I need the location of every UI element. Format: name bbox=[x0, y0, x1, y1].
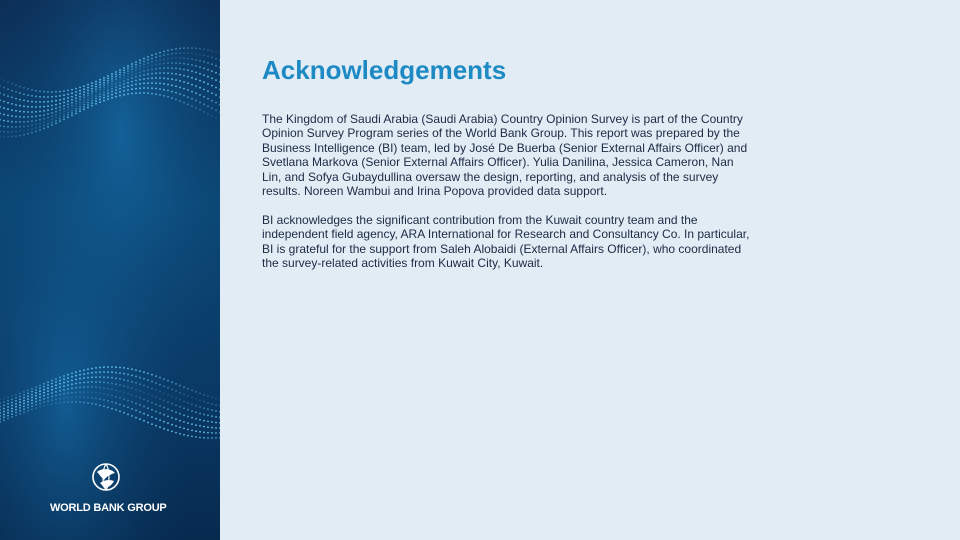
page-title: Acknowledgements bbox=[262, 55, 507, 85]
world-bank-group-logo bbox=[50, 462, 180, 522]
wave-pattern-graphic bbox=[0, 0, 220, 540]
left-decorative-panel bbox=[0, 0, 220, 540]
paragraph-2: BI acknowledges the significant contribution from the Kuwait country team and the independent field agency, ARA International for Research and Consultancy Co. In particular, BI is grateful for the support from Saleh Alobaidi (External Affairs Officer), who coordinated the survey-related activities from Kuwait City, Kuwait. bbox=[262, 212, 750, 271]
globe-icon bbox=[91, 462, 121, 492]
paragraph-1: The Kingdom of Saudi Arabia (Saudi Arabia) Country Opinion Survey is part of the Country Opinion Survey Program series of the World Bank Group. This report was prepared by the Business Intelligence (BI) team, led by José De Buerba (Senior External Affairs Officer) and Svetlana Markova (Senior External Affairs Officer). Yulia Danilina, Jessica Cameron, Nan Lin, and Sofya Gubaydullina oversaw the design, reporting, and analysis of the survey results. Noreen Wambui and Irina Popova provided data support. bbox=[262, 112, 748, 199]
main-content bbox=[262, 54, 762, 270]
logo-wordmark: WORLD BANK GROUP bbox=[50, 502, 167, 514]
